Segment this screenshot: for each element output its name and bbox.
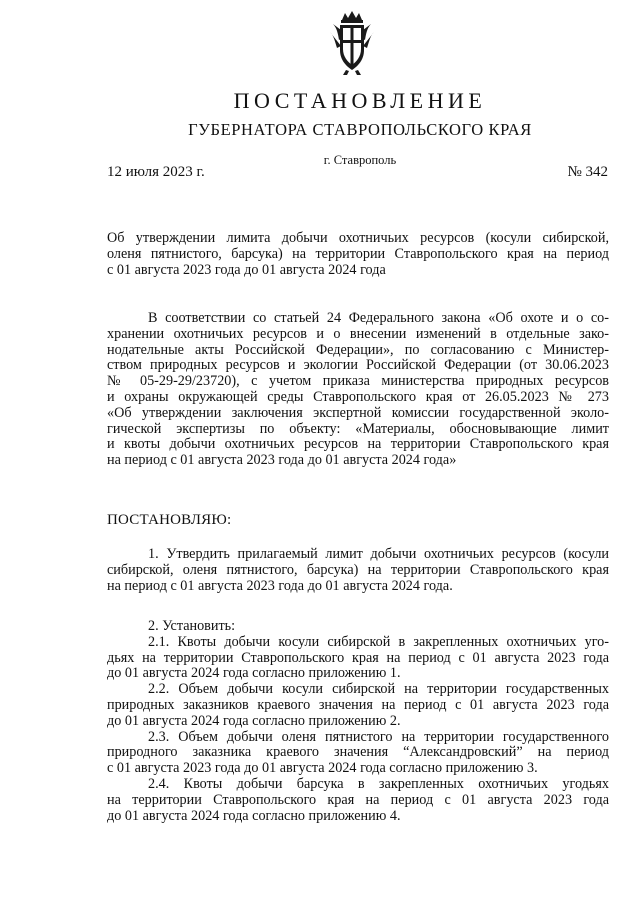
clause-line: дьях на территории Ставропольского края на период с 01 августа 2023 года	[107, 649, 609, 666]
resolve-heading: ПОСТАНОВЛЯЮ:	[107, 512, 232, 528]
preamble-line: и квоты добычи охотничьих ресурсов на территории Ставропольского края	[107, 436, 609, 453]
document-city: г. Ставрополь	[323, 153, 397, 167]
clause-2	[107, 619, 609, 824]
clause-line: 1. Утвердить прилагаемый лимит добычи охотничьих ресурсов (косули	[148, 546, 609, 562]
document-title: ПОСТАНОВЛЕНИЕ	[233, 88, 487, 113]
document-date: 12 июля 2023 г.	[107, 164, 205, 180]
document-number: № 342	[567, 164, 608, 180]
preamble-line: нодательные акты Российской Федерации», по согласованию с Министер-	[107, 341, 609, 358]
preamble-line: ством природных ресурсов и экологии Российской Федерации (от 30.06.2023	[107, 357, 609, 374]
subject-line: с 01 августа 2023 года до 01 августа 2024 года	[107, 261, 386, 278]
clause-line: природных заказников краевого значения на период с 01 августа 2023 года	[107, 696, 609, 713]
document-subject	[107, 231, 609, 278]
subject-line: оленя пятнистого, барсука) на территории Ставропольского края на период	[107, 245, 609, 262]
clause-line: 2.2. Объем добычи косули сибирской на территории государственных	[148, 681, 609, 698]
clause-line: с 01 августа 2023 года до 01 августа 2024 года согласно приложению 3.	[107, 760, 538, 777]
preamble-line: хранении охотничьих ресурсов и о внесении изменений в отдельные зако-	[107, 325, 609, 342]
clause-line: на период с 01 августа 2023 года до 01 августа 2024 года.	[107, 577, 453, 594]
clause-1	[107, 547, 609, 594]
clause-line: на территории Ставропольского края на период с 01 августа 2023 года	[107, 791, 609, 808]
stavropol-coat-of-arms-icon	[329, 10, 375, 76]
preamble-line: гической экспертизы по объекту: «Материалы, обосновывающие лимит	[107, 420, 609, 437]
subject-line: Об утверждении лимита добычи охотничьих ресурсов (косули сибирской,	[107, 230, 609, 246]
preamble-line: № 05-29-29/23720), с учетом приказа министерства природных ресурсов	[107, 373, 609, 390]
preamble-line: В соответствии со статьей 24 Федерального закона «Об охоте и о со-	[148, 310, 609, 326]
preamble-line: «Об утверждении заключения экспертной комиссии государственной эколо-	[107, 404, 609, 421]
clause-line: до 01 августа 2024 года согласно приложению 1.	[107, 665, 401, 682]
clause-line: сибирской, оленя пятнистого, барсука) на территории Ставропольского края	[107, 561, 609, 578]
preamble-line: и охраны окружающей среды Ставропольского края от 26.05.2023 № 273	[107, 388, 609, 405]
clause-line: 2.3. Объем добычи оленя пятнистого на территории государственного	[148, 728, 609, 745]
clause-line: до 01 августа 2024 года согласно приложению 4.	[107, 807, 401, 824]
clause-line: природного заказника краевого значения “Александровский” на период	[107, 744, 609, 761]
clause-line: 2.1. Квоты добычи косули сибирской в закрепленных охотничьих уго-	[148, 633, 609, 650]
preamble-line: на период с 01 августа 2023 года до 01 августа 2024 года»	[107, 452, 457, 469]
clause-line: до 01 августа 2024 года согласно приложению 2.	[107, 712, 401, 729]
clause-line: 2.4. Квоты добычи барсука в закрепленных охотничьих угодьях	[148, 775, 609, 792]
preamble-paragraph	[107, 311, 609, 469]
document-issuer: ГУБЕРНАТОРА СТАВРОПОЛЬСКОГО КРАЯ	[188, 120, 532, 139]
clause-line: 2. Установить:	[148, 618, 236, 634]
